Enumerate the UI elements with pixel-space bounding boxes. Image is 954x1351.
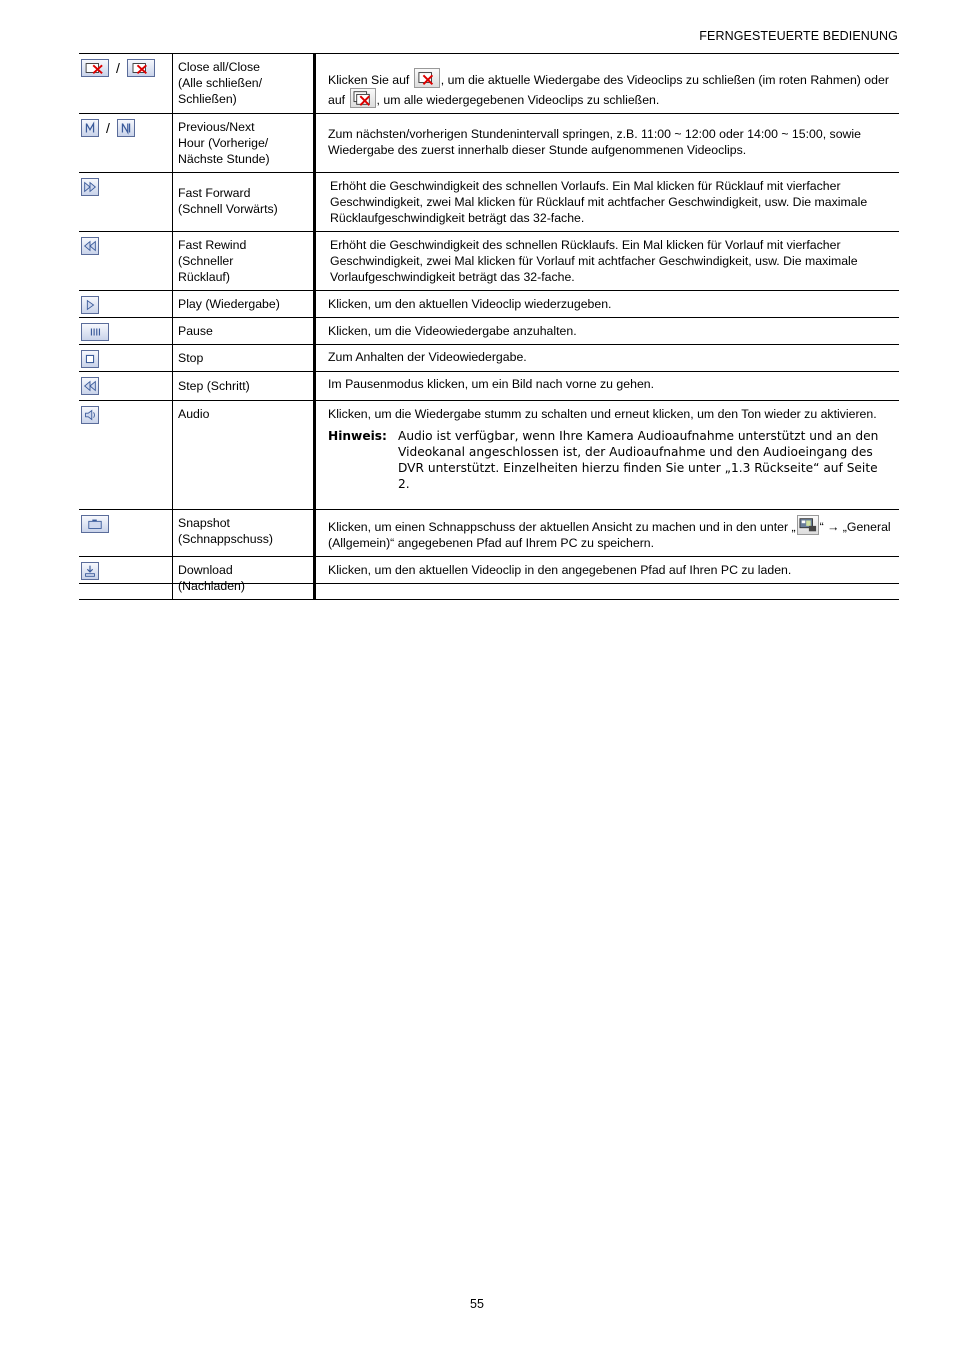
table-row — [79, 557, 899, 600]
row-description — [315, 401, 900, 510]
row-description: Klicken, um den aktuellen Videoclip in den angegebenen Pfad auf Ihren PC zu laden. — [315, 557, 900, 600]
close-icon — [414, 68, 440, 88]
settings-icon — [797, 515, 819, 535]
previous-hour-icon — [81, 119, 99, 137]
play-icon — [81, 296, 99, 314]
row-name: Step (Schritt) — [173, 372, 315, 401]
close-icon — [127, 59, 155, 77]
row-description: Zum nächsten/vorherigen Stundenintervall springen, z.B. 11:00 ~ 12:00 oder 14:00 ~ 15:00, sowie Wiedergabe des zuerst innerhalb dieser Stunde aufgenommenen Videoclips. — [315, 114, 900, 173]
table-row — [79, 318, 899, 345]
row-description: Erhöht die Geschwindigkeit des schnellen Vorlaufs. Ein Mal klicken für Rücklauf mit vierfacher Geschwindigkeit, zwei Mal klicken für Rücklauf mit achtfacher Geschwindigkeit, usw. Die maximale Rücklaufgeschwindigkeit beträgt das 32-fache. — [315, 173, 900, 232]
controls-table — [79, 54, 899, 600]
row-name: Audio — [173, 401, 315, 510]
table-row — [79, 173, 899, 232]
bottom-rule — [79, 583, 899, 584]
download-icon — [81, 562, 99, 580]
row-description — [315, 54, 900, 114]
page-number: 55 — [470, 1297, 484, 1311]
page-header: FERNGESTEUERTE BEDIENUNG — [699, 29, 898, 43]
fast-forward-icon — [81, 178, 99, 196]
note — [328, 428, 893, 492]
row-description: Im Pausenmodus klicken, um ein Bild nach vorne zu gehen. — [315, 372, 900, 401]
row-name: Play (Wiedergabe) — [173, 291, 315, 318]
row-name: Fast Forward (Schnell Vorwärts) — [173, 173, 315, 232]
row-description: Zum Anhalten der Videowiedergabe. — [315, 345, 900, 372]
note-text: Audio ist verfügbar, wenn Ihre Kamera Audioaufnahme unterstützt und an den Videokanal angeschlossen ist, der Audioaufnahme und den Audioeingang des DVR unterstützt. Einzelheiten hierzu finden Sie unter „1.3 Rückseite“ auf Seite 2. — [398, 429, 879, 491]
table-row — [79, 345, 899, 372]
next-hour-icon — [117, 119, 135, 137]
audio-icon — [81, 406, 99, 424]
desc-part: Klicken, um einen Schnappschuss der aktuellen Ansicht zu machen und in den unter „ — [328, 520, 796, 534]
table-row — [79, 291, 899, 318]
desc-part: , um alle wiedergegebenen Videoclips zu schließen. — [376, 93, 660, 107]
row-description: Klicken, um die Videowiedergabe anzuhalten. — [315, 318, 900, 345]
desc-part: Klicken Sie auf — [328, 73, 413, 87]
row-name: Pause — [173, 318, 315, 345]
desc-part: “ → „General (Allgemein)“ angegebenen Pfad auf Ihrem PC zu speichern. — [328, 520, 891, 550]
table-row — [79, 401, 899, 510]
table-row — [79, 232, 899, 291]
close-all-icon — [350, 88, 376, 108]
table-row — [79, 372, 899, 401]
note-label: Hinweis: — [328, 429, 387, 443]
table-row: / Close all/Close (Alle schließen/ Schließen) Klicken Sie auf , um die aktuelle Wiedergabe des Videoclips zu schließen (im roten Rahmen) oder auf , um alle wiedergegebenen Videoclips zu schließen. — [79, 54, 899, 114]
snapshot-icon — [81, 515, 109, 533]
table-row: / Previous/Next Hour (Vorherige/ Nächste Stunde) Zum nächsten/vorherigen Stundenintervall springen, z.B. 11:00 ~ 12:00 oder 14:00 ~ 15:00, sowie Wiedergabe des zuerst innerhalb dieser Stunde aufgenommenen Videoclips. — [79, 114, 899, 173]
row-name: Close all/Close (Alle schließen/ Schließen) — [173, 54, 315, 114]
step-icon — [81, 377, 99, 395]
table-row — [79, 510, 899, 557]
row-description: Klicken, um den aktuellen Videoclip wiederzugeben. — [315, 291, 900, 318]
pause-icon — [81, 323, 109, 341]
stop-icon — [81, 350, 99, 368]
row-name: Fast Rewind (Schneller Rücklauf) — [173, 232, 315, 291]
desc-part: , um die aktuelle Wiedergabe des Videoclips zu schließen (im roten Rahmen) oder auf — [328, 73, 889, 107]
close-all-icon — [81, 59, 109, 77]
row-name: Previous/Next Hour (Vorherige/ Nächste Stunde) — [173, 114, 315, 173]
row-name: Stop — [173, 345, 315, 372]
fast-rewind-icon — [81, 237, 99, 255]
audio-description: Klicken, um die Wiedergabe stumm zu schalten und erneut klicken, um den Ton wieder zu aktivieren. — [328, 407, 877, 421]
row-description: Erhöht die Geschwindigkeit des schnellen Rücklaufs. Ein Mal klicken für Vorlauf mit vierfacher Geschwindigkeit, zwei Mal klicken für Vorlauf mit achtfacher Geschwindigkeit, usw. Die maximale Vorlaufgeschwindigkeit beträgt das 32-fache. — [315, 232, 900, 291]
row-description — [315, 510, 900, 557]
row-name: Download (Nachladen) — [173, 557, 315, 600]
row-name: Snapshot (Schnappschuss) — [173, 510, 315, 557]
